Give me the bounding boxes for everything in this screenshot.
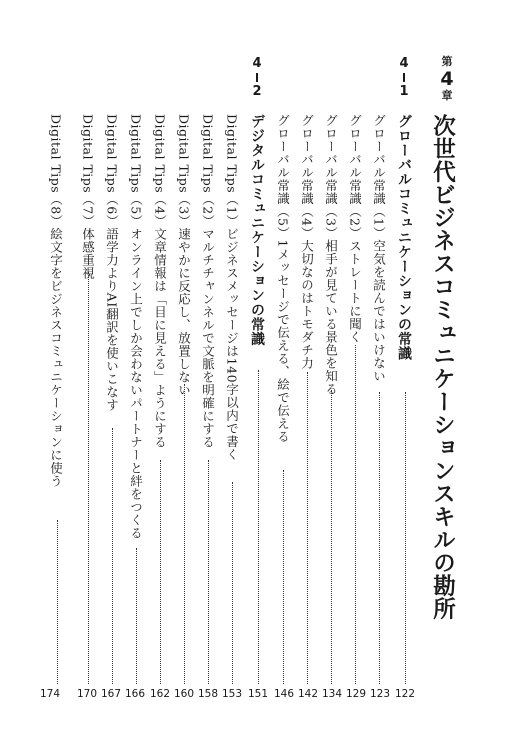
dot-leader bbox=[379, 392, 382, 684]
dot-leader bbox=[88, 272, 91, 684]
toc-entry[interactable]: グローバル常識（3）相手が見ている景色を知る bbox=[323, 114, 339, 396]
dot-leader bbox=[232, 482, 235, 684]
entry-page: 129 bbox=[345, 688, 367, 700]
dot-leader bbox=[355, 345, 358, 684]
dot-leader bbox=[307, 372, 310, 684]
toc-entry[interactable]: Digital Tips（4）文章情報は「目に見える」ようにする bbox=[152, 114, 168, 449]
toc-entry[interactable]: Digital Tips（2）マルチチャンネルで文脈を明確にする bbox=[200, 114, 216, 449]
section-title[interactable]: グローバルコミュニケーションの常識 bbox=[396, 114, 412, 361]
entry-page: 158 bbox=[197, 688, 219, 700]
entry-page: 153 bbox=[221, 688, 243, 700]
toc-entry[interactable]: Digital Tips（5）オンライン上でしか会わないパートナーと絆をつくる bbox=[128, 114, 144, 540]
dot-leader bbox=[57, 520, 60, 684]
entry-page: 123 bbox=[369, 688, 391, 700]
toc-entry[interactable]: Digital Tips（8）絵文字をビジネスコミュニケーションに使う bbox=[48, 114, 64, 488]
section-number-minor: 2 bbox=[252, 84, 262, 99]
section-page: 151 bbox=[247, 688, 269, 700]
dot-leader bbox=[208, 460, 211, 684]
dot-leader bbox=[184, 384, 187, 684]
entry-page: 174 bbox=[39, 688, 61, 700]
chapter-label-bottom: 章 bbox=[441, 89, 453, 102]
entry-page: 134 bbox=[321, 688, 343, 700]
toc-entry[interactable]: グローバル常識（2）ストレートに聞く bbox=[347, 114, 363, 344]
toc-entry[interactable]: Digital Tips（6）語学力よりAI翻訳を使いこなす bbox=[104, 114, 120, 412]
dot-leader bbox=[258, 370, 261, 684]
chapter-label-top: 第 bbox=[441, 55, 453, 68]
toc-entry[interactable]: グローバル常識（5）1メッセージで伝える、絵で伝える bbox=[275, 114, 291, 443]
dot-leader bbox=[405, 392, 408, 684]
section-number-major: 4 bbox=[399, 56, 409, 71]
entry-page: 160 bbox=[173, 688, 195, 700]
section-number bbox=[394, 56, 414, 99]
dot-leader bbox=[160, 460, 163, 684]
section-number bbox=[247, 56, 267, 99]
section-number-dash bbox=[256, 73, 258, 82]
section-number-major: 4 bbox=[252, 56, 262, 71]
entry-page: 146 bbox=[273, 688, 295, 700]
entry-page: 166 bbox=[124, 688, 146, 700]
toc-entry[interactable]: グローバル常識（1）空気を読んではいけない bbox=[371, 114, 387, 383]
section-title[interactable]: デジタルコミュニケーションの常識 bbox=[249, 114, 265, 346]
section-number-dash bbox=[403, 73, 405, 82]
dot-leader bbox=[331, 390, 334, 684]
toc-entry[interactable]: Digital Tips（3）速やかに反応し、放置しない bbox=[176, 114, 192, 397]
toc-entry[interactable]: グローバル常識（4）大切なのはトモダチ力 bbox=[299, 114, 315, 370]
chapter-number bbox=[436, 56, 458, 102]
toc-entry[interactable]: Digital Tips（7）体感重視 bbox=[80, 114, 96, 280]
toc-entry[interactable]: Digital Tips（1）ビジネスメッセージは140字以内で書く bbox=[224, 114, 240, 462]
entry-page: 170 bbox=[76, 688, 98, 700]
entry-page: 167 bbox=[100, 688, 122, 700]
chapter-title: 次世代ビジネスコミュニケーションスキルの勘所 bbox=[429, 114, 456, 620]
section-number-minor: 1 bbox=[399, 84, 409, 99]
dot-leader bbox=[112, 428, 115, 684]
chapter-number-digit: 4 bbox=[440, 68, 454, 90]
section-page: 122 bbox=[394, 688, 416, 700]
dot-leader bbox=[136, 548, 139, 684]
entry-page: 162 bbox=[149, 688, 171, 700]
dot-leader bbox=[283, 470, 286, 684]
entry-page: 142 bbox=[297, 688, 319, 700]
